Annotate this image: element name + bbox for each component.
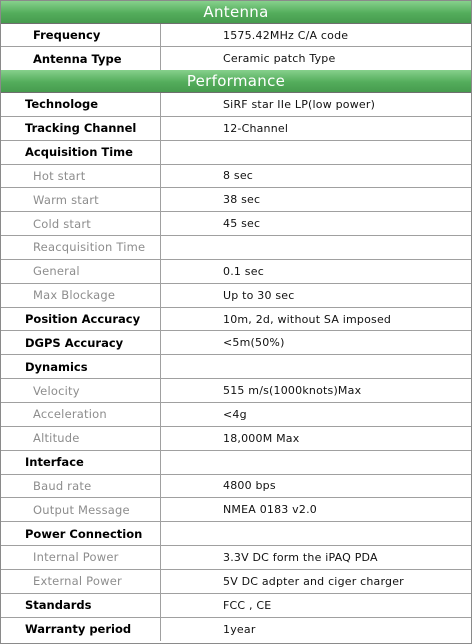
antenna-section-header: Antenna	[1, 1, 471, 24]
spec-row-cold-start	[1, 212, 471, 236]
spec-label: Standards	[1, 594, 161, 617]
spec-row-interface	[1, 451, 471, 475]
spec-value: 5V DC adpter and ciger charger	[223, 574, 404, 588]
spec-value: 8 sec	[223, 169, 254, 183]
spec-label: External Power	[1, 570, 161, 593]
spec-value: 18,000M Max	[223, 431, 300, 445]
spec-label: Velocity	[1, 379, 161, 402]
spec-label: Position Accuracy	[1, 308, 161, 331]
spec-label: Technologe	[1, 93, 161, 116]
spec-label: Cold start	[1, 212, 161, 235]
spec-label: Power Connection	[1, 522, 161, 545]
spec-value: 4800 bps	[223, 479, 276, 493]
spec-value	[161, 141, 471, 164]
spec-row-altitude	[1, 427, 471, 451]
spec-row-acceleration	[1, 403, 471, 427]
spec-label: Dynamics	[1, 355, 161, 378]
spec-value: 1575.42MHz C/A code	[223, 28, 349, 42]
spec-row-position-accuracy	[1, 308, 471, 332]
spec-label: Acceleration	[1, 403, 161, 426]
spec-label: Acquisition Time	[1, 141, 161, 164]
spec-value: SiRF star IIe LP(low power)	[223, 97, 376, 111]
spec-label: Altitude	[1, 427, 161, 450]
spec-value: 45 sec	[223, 217, 261, 231]
spec-value	[161, 451, 471, 474]
spec-label: General	[1, 260, 161, 283]
spec-value: 3.3V DC form the iPAQ PDA	[223, 550, 378, 564]
spec-row-general	[1, 260, 471, 284]
spec-row-standards	[1, 594, 471, 618]
spec-label: Tracking Channel	[1, 117, 161, 140]
spec-label: Hot start	[1, 165, 161, 188]
spec-label: Reacquisition Time	[1, 236, 161, 259]
antenna-rows	[1, 24, 471, 70]
spec-value	[161, 236, 471, 259]
spec-row-warranty-period	[1, 618, 471, 642]
spec-value: FCC , CE	[223, 598, 272, 612]
spec-label: Warranty period	[1, 618, 161, 642]
spec-label: Interface	[1, 451, 161, 474]
spec-value: 10m, 2d, without SA imposed	[223, 312, 392, 326]
spec-row-dynamics	[1, 355, 471, 379]
spec-label: Frequency	[1, 24, 161, 46]
spec-value: NMEA 0183 v2.0	[223, 503, 317, 517]
spec-value: 515 m/s(1000knots)Max	[223, 384, 362, 398]
spec-value: 12-Channel	[223, 121, 289, 135]
spec-value: 0.1 sec	[223, 264, 264, 278]
spec-value	[161, 355, 471, 378]
spec-row-dgps-accuracy	[1, 331, 471, 355]
spec-row-tracking-channel	[1, 117, 471, 141]
spec-value: Ceramic patch Type	[223, 52, 336, 65]
spec-label: Warm start	[1, 188, 161, 211]
spec-label: DGPS Accuracy	[1, 331, 161, 354]
spec-row-technologe	[1, 93, 471, 117]
spec-row-internal-power	[1, 546, 471, 570]
spec-label: Max Blockage	[1, 284, 161, 307]
spec-value: Up to 30 sec	[223, 288, 295, 302]
spec-row-acquisition-time	[1, 141, 471, 165]
spec-label: Baud rate	[1, 475, 161, 498]
spec-row-baud-rate	[1, 475, 471, 499]
spec-value	[161, 522, 471, 545]
spec-row-output-message	[1, 498, 471, 522]
spec-value: 38 sec	[223, 193, 261, 207]
performance-rows	[1, 93, 471, 641]
spec-value: <5m(50%)	[223, 336, 285, 350]
spec-row-antenna-type	[1, 47, 471, 70]
spec-row-reacquisition-time	[1, 236, 471, 260]
spec-row-max-blockage	[1, 284, 471, 308]
performance-section-header: Performance	[1, 70, 471, 93]
spec-row-velocity	[1, 379, 471, 403]
spec-row-hot-start	[1, 165, 471, 189]
spec-label: Internal Power	[1, 546, 161, 569]
spec-row-external-power	[1, 570, 471, 594]
spec-row-warm-start	[1, 188, 471, 212]
spec-row-frequency	[1, 24, 471, 47]
spec-row-power-connection	[1, 522, 471, 546]
spec-label: Antenna Type	[1, 47, 161, 70]
spec-value: 1year	[223, 622, 256, 636]
spec-value: <4g	[223, 407, 247, 421]
spec-label: Output Message	[1, 498, 161, 521]
